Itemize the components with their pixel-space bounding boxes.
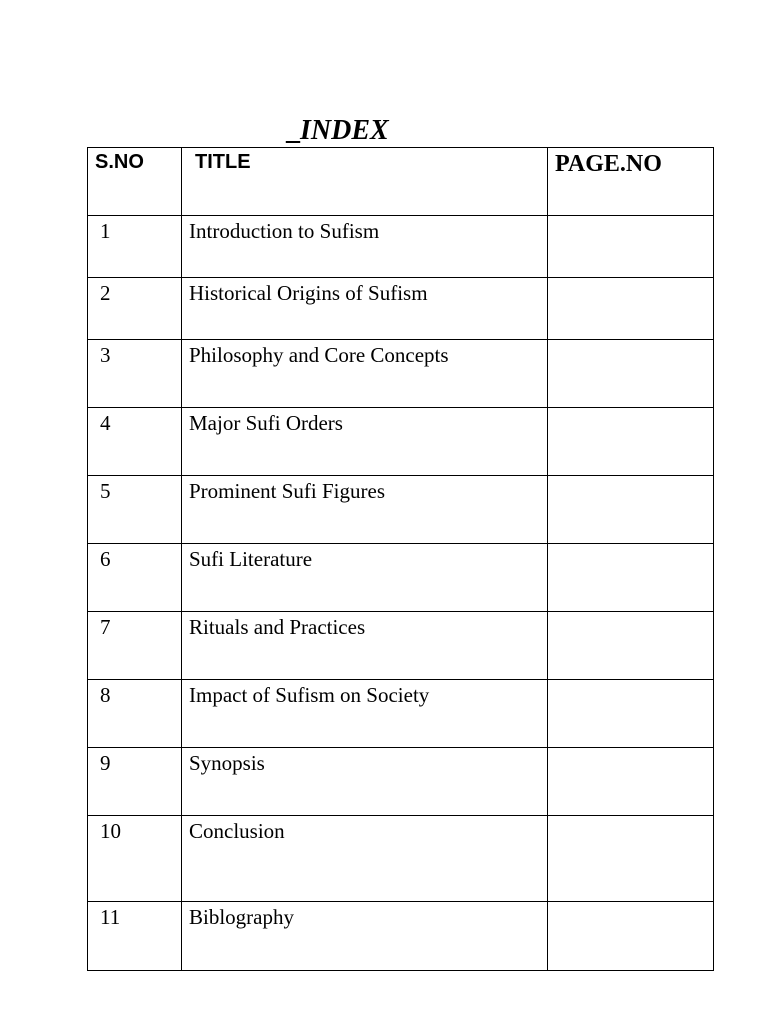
row-page-no	[548, 816, 714, 902]
table-row	[88, 216, 714, 278]
row-page-no	[548, 278, 714, 340]
row-page-no	[548, 680, 714, 748]
header-title: TITLE	[182, 148, 548, 216]
row-title: Conclusion	[182, 816, 548, 902]
table-row	[88, 612, 714, 680]
index-table	[87, 147, 714, 971]
table-row	[88, 544, 714, 612]
row-page-no	[548, 408, 714, 476]
row-title: Biblography	[182, 902, 548, 971]
row-sno: 11	[88, 902, 182, 971]
header-sno: S.NO	[88, 148, 182, 216]
row-sno: 9	[88, 748, 182, 816]
table-row	[88, 408, 714, 476]
row-page-no	[548, 216, 714, 278]
title-text: INDEX	[300, 115, 389, 146]
row-page-no	[548, 544, 714, 612]
row-sno: 7	[88, 612, 182, 680]
row-title: Major Sufi Orders	[182, 408, 548, 476]
row-sno: 8	[88, 680, 182, 748]
row-page-no	[548, 612, 714, 680]
row-page-no	[548, 902, 714, 971]
header-row	[88, 148, 714, 216]
row-page-no	[548, 340, 714, 408]
row-sno: 6	[88, 544, 182, 612]
table-row	[88, 816, 714, 902]
row-title: Historical Origins of Sufism	[182, 278, 548, 340]
row-title: Synopsis	[182, 748, 548, 816]
table-row	[88, 476, 714, 544]
row-sno: 1	[88, 216, 182, 278]
header-page-no: PAGE.NO	[548, 148, 714, 216]
page-title	[286, 114, 389, 148]
table-row	[88, 340, 714, 408]
title-prefix: _	[286, 115, 300, 146]
row-sno: 3	[88, 340, 182, 408]
row-title: Prominent Sufi Figures	[182, 476, 548, 544]
row-sno: 2	[88, 278, 182, 340]
row-page-no	[548, 748, 714, 816]
table-row	[88, 902, 714, 971]
row-page-no	[548, 476, 714, 544]
table-row	[88, 680, 714, 748]
table-row	[88, 748, 714, 816]
table-row	[88, 278, 714, 340]
row-title: Philosophy and Core Concepts	[182, 340, 548, 408]
row-sno: 4	[88, 408, 182, 476]
row-title: Introduction to Sufism	[182, 216, 548, 278]
row-sno: 10	[88, 816, 182, 902]
row-title: Rituals and Practices	[182, 612, 548, 680]
row-title: Impact of Sufism on Society	[182, 680, 548, 748]
row-title: Sufi Literature	[182, 544, 548, 612]
row-sno: 5	[88, 476, 182, 544]
